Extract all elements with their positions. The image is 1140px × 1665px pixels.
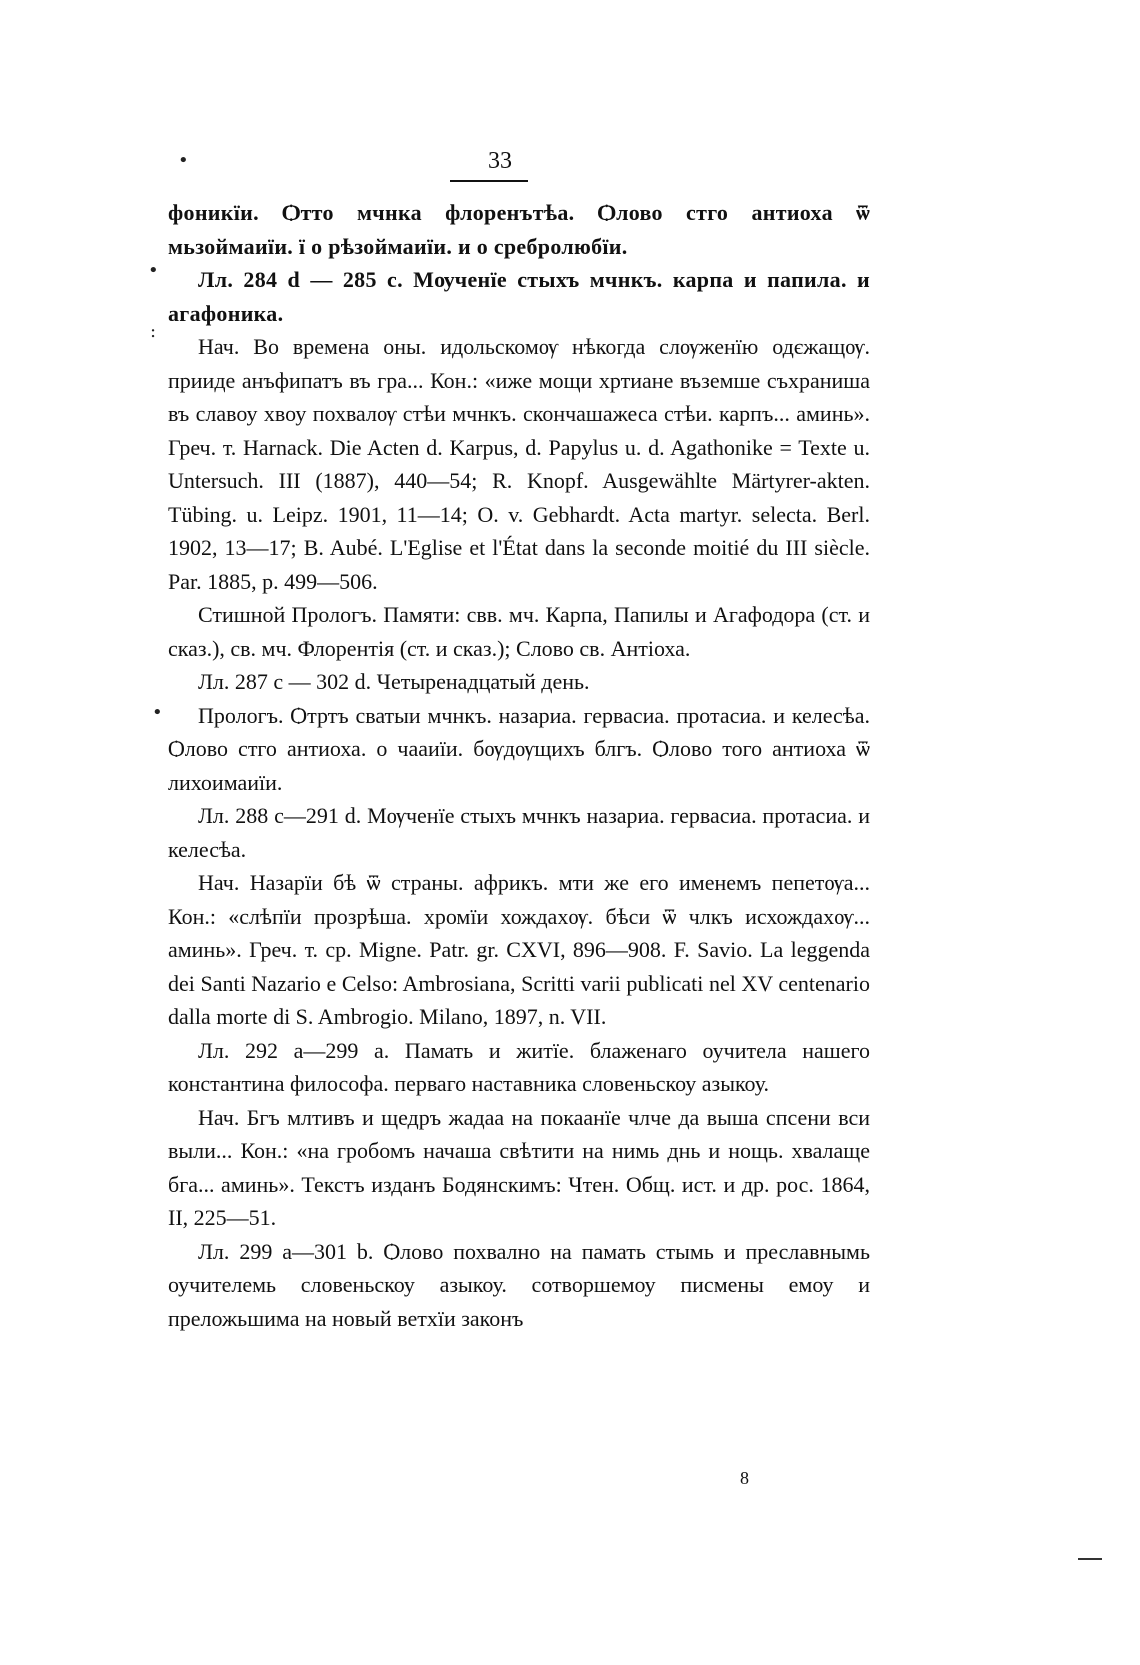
paragraph-line: Лл. 292 а—299 а. Памать и житїе. блаженаго оучитела нашего константина философа. перваго наставника словеньскоу азыкоу.	[168, 1037, 870, 1096]
body-text	[168, 196, 870, 1335]
paragraph-line: Лл. 284 d — 285 с. Мѹченїе стыхъ мчнкъ. карпа и папила. и агафоника.	[168, 267, 870, 326]
paragraph-line: Прологъ. Ѻтртъ сватыи мчнкъ. назариа. гервасиа. протасиа. и келесѣа. Ѻлово стго антиоха. о чааиїи. бѹдѹщихъ блгъ. Ѻлово того антиоха ѿ лихоимаиїи.	[168, 702, 870, 795]
page-number-rule	[450, 180, 528, 182]
margin-mark: •	[148, 260, 159, 281]
paragraph-line: Стишной Прологъ. Памяти: свв. мч. Карпа, Папилы и Агафодора (ст. и сказ.), св. мч. Флорентія (ст. и сказ.); Слово св. Антіоха.	[168, 602, 870, 661]
margin-mark: •	[178, 150, 189, 171]
paragraph-line: Лл. 299 а—301 b. Ѻлово похвално на памать стымь и преславнымь оучителемь словеньскоу азыкоу. сотворшемоу писмены емоу и преложьшима на новый ветхїи законъ	[168, 1238, 870, 1331]
paragraph-line: Нач. Назарїи бѣ ѿ страны. африкъ. мти же его именемъ пепетѹа... Кон.: «слѣпїи прозрѣша. хромїи хождахѹ. бѣси ѿ члкъ исхождахѹ... аминь». Греч. т. ср. Migne. Patr. gr. CXVI, 896—908. F. Savio. La leggenda dei Santi Nazario e Celso: Ambrosiana, Scritti varii publicati nel XV centenario dalla morte di S. Ambrogio. Milano, 1897, n. VII.	[168, 870, 870, 1029]
margin-mark: •	[152, 702, 163, 723]
margin-mark: :	[150, 321, 157, 342]
paragraph-line: фоникїи. Ѻтто мчнка флоренътѣа. Ѻлово стго антиоха ѿ мьзоймаиїи. ї о рѣзоймаиїи. и о сребролюбїи.	[168, 200, 870, 259]
paragraph-line: Нач. Бгъ млтивъ и щедръ жадаа на покаанїе члче да выша спсени вси выли... Кон.: «на гробомъ начаша свѣтити на нимь днь и нощь. хвалаще бга... аминь». Текстъ изданъ Бодянскимъ: Чтен. Общ. ист. и др. рос. 1864, II, 225—51.	[168, 1104, 870, 1230]
paragraph-line: Нач. Во времена оны. идольскомѹ нѣкогда слѹженїю одєжащѹ. прииде анъфипатъ въ гра... Кон.: «иже мощи хртиане въземше съхраниша въ славоу хвоу похвалѹ стѣи мчнкъ. скончашажеса стѣи. карпъ... аминь». Греч. т. Harnack. Die Acten d. Karpus, d. Papylus u. d. Agathonike = Texte u. Untersuch. III (1887), 440—54; R. Knopf. Ausgewählte Märtyrer-akten. Tübing. u. Leipz. 1901, 11—14; O. v. Gebhardt. Acta martyr. selecta. Berl. 1902, 13—17; B. Aubé. L'Eglise et l'État dans la seconde moitié du III siècle. Par. 1885, p. 499—506.	[168, 334, 870, 594]
signature-mark: 8	[740, 1468, 749, 1488]
edge-dash	[1078, 1558, 1102, 1560]
page-number: 33	[488, 148, 512, 174]
paragraph-line: Лл. 288 с—291 d. Мѹченїе стыхъ мчнкъ назариа. гервасиа. протасиа. и келесѣа.	[168, 803, 870, 862]
paragraph-line: Лл. 287 с — 302 d. Четыренадцатый день.	[198, 669, 590, 694]
